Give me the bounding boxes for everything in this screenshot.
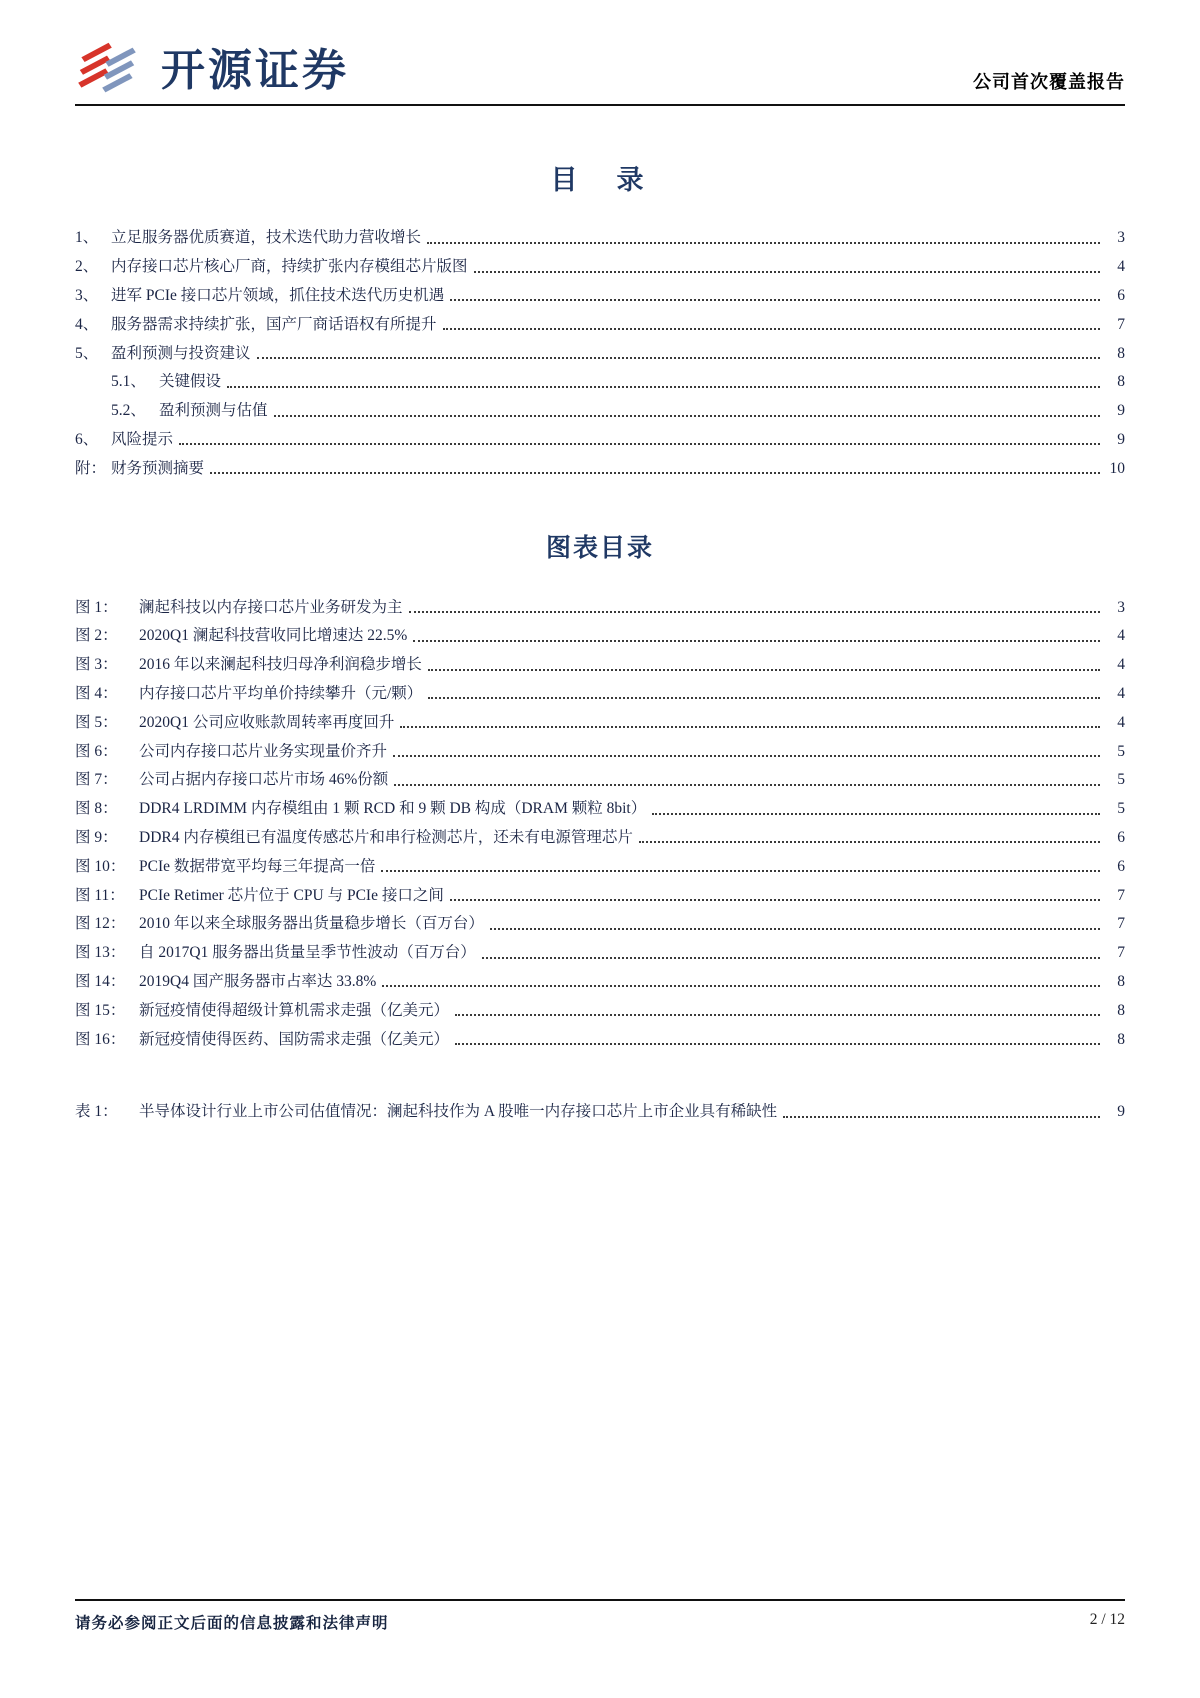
toc-item-label: 内存接口芯片核心厂商，持续扩张内存模组芯片版图 <box>111 258 468 276</box>
table-item-number: 表 1： <box>75 1103 118 1121</box>
table-item-label: 半导体设计行业上市公司估值情况：澜起科技作为 A 股唯一内存接口芯片上市企业具有稀缺性 <box>139 1103 778 1121</box>
figure-item-number: 图 3： <box>75 656 118 674</box>
figure-item[interactable] <box>75 703 1125 732</box>
figure-item-number: 图 13： <box>75 944 126 962</box>
dotted-leader <box>394 784 1100 786</box>
figure-item-number: 图 14： <box>75 972 126 990</box>
figure-item-page: 4 <box>1117 656 1125 674</box>
figure-item-number: 图 1： <box>75 598 118 616</box>
figure-item-page: 7 <box>1117 886 1125 904</box>
figure-item-page: 6 <box>1117 857 1125 875</box>
figure-item-page: 5 <box>1117 742 1125 760</box>
brand <box>75 34 349 98</box>
footer-disclaimer: 请务必参阅正文后面的信息披露和法律声明 <box>75 1615 389 1632</box>
dotted-leader <box>652 813 1100 815</box>
figure-item-label: 公司占据内存接口芯片市场 46%份额 <box>139 771 389 789</box>
figure-item[interactable] <box>75 934 1125 963</box>
brand-name: 开源证券 <box>161 46 349 95</box>
dotted-leader <box>227 386 1100 388</box>
figure-item-label: DDR4 内存模组已有温度传感芯片和串行检测芯片，还未有电源管理芯片 <box>139 828 633 846</box>
figure-item[interactable] <box>75 617 1125 646</box>
figure-item-label: 新冠疫情使得医药、国防需求走强（亿美元） <box>139 1030 450 1048</box>
figure-item-label: PCIe 数据带宽平均每三年提高一倍 <box>139 857 376 875</box>
figure-item-label: 内存接口芯片平均单价持续攀升（元/颗） <box>139 684 423 702</box>
figure-item-label: 自 2017Q1 服务器出货量呈季节性波动（百万台） <box>139 944 476 962</box>
dotted-leader <box>427 242 1100 244</box>
figure-item[interactable] <box>75 876 1125 905</box>
figure-item-number: 图 10： <box>75 857 126 875</box>
figure-item-number: 图 16： <box>75 1030 126 1048</box>
figure-item-page: 7 <box>1117 944 1125 962</box>
toc-item-label: 立足服务器优质赛道，技术迭代助力营收增长 <box>111 229 422 247</box>
figure-item-number: 图 5： <box>75 713 118 731</box>
toc-item[interactable] <box>75 392 1125 421</box>
footer-page-indicator: 2 / 12 <box>1089 1611 1125 1628</box>
figure-item-label: 2016 年以来澜起科技归母净利润稳步增长 <box>139 656 422 674</box>
figure-item-page: 8 <box>1117 1030 1125 1048</box>
toc-item-number: 6、 <box>75 431 99 448</box>
table-item-page: 9 <box>1117 1103 1125 1121</box>
toc-item-number: 4、 <box>75 315 99 333</box>
toc-item-number: 5、 <box>75 344 99 362</box>
figure-item-label: 2020Q1 澜起科技营收同比增速达 22.5% <box>139 627 408 645</box>
dotted-leader <box>257 357 1100 359</box>
tables-list <box>75 1093 1125 1122</box>
figure-item-page: 4 <box>1117 627 1125 645</box>
figure-item[interactable] <box>75 963 1125 992</box>
toc-item[interactable] <box>75 219 1125 248</box>
figure-item-label: DDR4 LRDIMM 内存模组由 1 颗 RCD 和 9 颗 DB 构成（DRAM 颗粒 8bit） <box>139 800 647 818</box>
figure-item-label: PCIe Retimer 芯片位于 CPU 与 PCIe 接口之间 <box>139 886 444 904</box>
figure-item-number: 图 4： <box>75 684 118 702</box>
toc-item-label: 风险提示 <box>111 431 174 448</box>
toc-item-label: 服务器需求持续扩张，国产厂商话语权有所提升 <box>111 315 437 333</box>
dotted-leader <box>443 328 1100 330</box>
figures-list <box>75 588 1125 1049</box>
table-item[interactable] <box>75 1093 1125 1122</box>
dotted-leader <box>490 928 1100 930</box>
figure-item-number: 图 12： <box>75 915 126 933</box>
dotted-leader <box>382 985 1100 987</box>
figures-title: 图表目录 <box>545 535 654 563</box>
dotted-leader <box>413 640 1100 642</box>
figure-item[interactable] <box>75 790 1125 819</box>
figure-item-page: 4 <box>1117 713 1125 731</box>
figure-item-number: 图 8： <box>75 800 118 818</box>
figure-item-page: 6 <box>1117 828 1125 846</box>
toc-item-number: 3、 <box>75 287 99 305</box>
dotted-leader <box>381 870 1100 872</box>
toc-item-page: 9 <box>1117 431 1125 448</box>
figure-item-page: 3 <box>1117 598 1125 616</box>
toc-item-page: 6 <box>1117 287 1125 305</box>
dotted-leader <box>274 415 1100 417</box>
figure-item-label: 新冠疫情使得超级计算机需求走强（亿美元） <box>139 1001 450 1019</box>
figure-item-label: 澜起科技以内存接口芯片业务研发为主 <box>139 598 403 616</box>
toc-item-label: 关键假设 <box>159 373 222 391</box>
toc-item-page: 9 <box>1117 402 1125 420</box>
figure-item-page: 8 <box>1117 1001 1125 1019</box>
figure-item[interactable] <box>75 588 1125 617</box>
toc-list <box>75 219 1125 478</box>
figure-item-label: 2010 年以来全球服务器出货量稳步增长（百万台） <box>139 915 484 933</box>
figure-item[interactable] <box>75 675 1125 704</box>
toc-item[interactable] <box>75 248 1125 277</box>
toc-item-label: 盈利预测与投资建议 <box>111 344 251 362</box>
toc-item-page: 8 <box>1117 344 1125 362</box>
dotted-leader <box>450 299 1100 301</box>
toc-item-number: 2、 <box>75 258 99 276</box>
figure-item-number: 图 11： <box>75 886 125 904</box>
toc-item-page: 7 <box>1117 315 1125 333</box>
toc-item[interactable] <box>75 334 1125 363</box>
page-header <box>75 34 1125 106</box>
figure-item[interactable] <box>75 646 1125 675</box>
dotted-leader <box>482 957 1100 959</box>
report-type-label: 公司首次覆盖报告 <box>973 72 1125 92</box>
figure-item-page: 7 <box>1117 915 1125 933</box>
toc-item-page: 3 <box>1117 229 1125 247</box>
toc-item[interactable] <box>75 277 1125 306</box>
kaiyuan-securities-logo-icon <box>75 37 147 95</box>
figure-item-number: 图 15： <box>75 1001 126 1019</box>
figure-item[interactable] <box>75 732 1125 761</box>
figure-item-page: 5 <box>1117 800 1125 818</box>
figure-item-number: 图 2： <box>75 627 118 645</box>
figure-item[interactable] <box>75 1020 1125 1049</box>
dotted-leader <box>428 697 1100 699</box>
dotted-leader <box>400 726 1100 728</box>
figure-item[interactable] <box>75 819 1125 848</box>
figure-item-label: 公司内存接口芯片业务实现量价齐升 <box>139 742 388 760</box>
figure-item[interactable] <box>75 991 1125 1020</box>
figure-item-page: 5 <box>1117 771 1125 789</box>
page-footer <box>75 1599 1125 1633</box>
figure-item-number: 图 7： <box>75 771 118 789</box>
dotted-leader <box>639 841 1100 843</box>
toc-item-number: 5.1、 <box>111 373 146 391</box>
toc-item-number: 5.2、 <box>111 402 146 420</box>
dotted-leader <box>455 1014 1100 1016</box>
toc-item-label: 财务预测摘要 <box>111 459 205 477</box>
toc-item-number: 附： <box>75 459 107 477</box>
toc-title: 目 录 <box>550 165 650 195</box>
figure-item-label: 2020Q1 公司应收账款周转率再度回升 <box>139 713 395 731</box>
dotted-leader <box>474 271 1100 273</box>
dotted-leader <box>450 899 1100 901</box>
figure-item-page: 4 <box>1117 684 1125 702</box>
toc-item-label: 进军 PCIe 接口芯片领域，抓住技术迭代历史机遇 <box>111 287 445 305</box>
figure-item-number: 图 9： <box>75 828 118 846</box>
figure-item-page: 8 <box>1117 972 1125 990</box>
dotted-leader <box>455 1043 1100 1045</box>
dotted-leader <box>409 611 1100 613</box>
dotted-leader <box>179 443 1100 445</box>
toc-item-page: 4 <box>1117 258 1125 276</box>
toc-item[interactable] <box>75 449 1125 478</box>
toc-item-page: 10 <box>1109 459 1125 477</box>
dotted-leader <box>428 669 1100 671</box>
figure-item[interactable] <box>75 761 1125 790</box>
dotted-leader <box>210 472 1100 474</box>
toc-item-number: 1、 <box>75 229 99 247</box>
toc-item[interactable] <box>75 305 1125 334</box>
toc-item-label: 盈利预测与估值 <box>159 402 268 420</box>
dotted-leader <box>783 1116 1100 1118</box>
figure-item[interactable] <box>75 905 1125 934</box>
dotted-leader <box>393 755 1100 757</box>
figure-item[interactable] <box>75 847 1125 876</box>
toc-item[interactable] <box>75 363 1125 392</box>
toc-item[interactable] <box>75 421 1125 450</box>
figure-item-label: 2019Q4 国产服务器市占率达 33.8% <box>139 972 377 990</box>
figure-item-number: 图 6： <box>75 742 118 760</box>
toc-item-page: 8 <box>1117 373 1125 391</box>
